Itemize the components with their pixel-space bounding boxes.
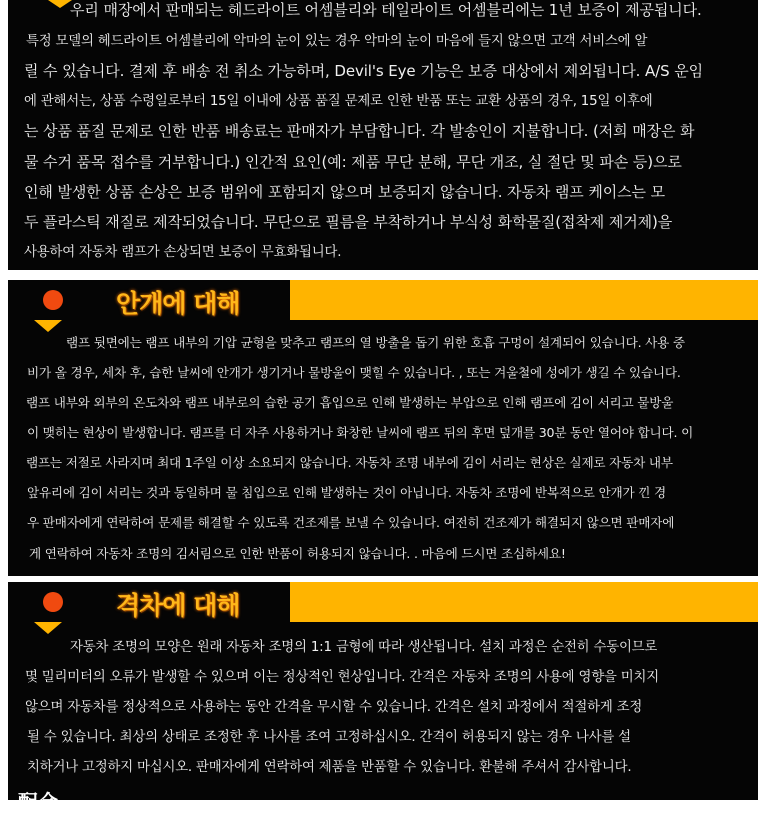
warranty-panel [8,0,758,270]
fog-line: 램프 내부와 외부의 온도차와 램프 내부로의 습한 공기 흡입으로 인해 발생하는 부압으로 인해 램프에 김이 서리고 물방울 [26,395,674,410]
fog-panel [8,320,758,576]
fog-line: 앞유리에 김이 서리는 것과 동일하며 물 침입으로 인해 발생하는 것이 아닙니다. 자동차 조명에 반복적으로 안개가 낀 경 [27,485,667,500]
fog-banner-notch-mark [34,320,62,332]
warranty-line: 특정 모델의 헤드라이트 어셈블리에 악마의 눈이 있는 경우 악마의 눈이 마음에 들지 않으면 고객 서비스에 알 [26,34,648,49]
gap-section-title: 격차에 대해 [116,591,240,620]
warranty-line: 우리 매장에서 판매되는 헤드라이트 어셈블리와 테일라이트 어셈블리에는 1년 보증이 제공됩니다. [70,1,702,19]
gap-panel [8,622,758,800]
gap-line: 자동차 조명의 모양은 원래 자동차 조명의 1:1 금형에 따라 생산됩니다. 설치 과정은 순전히 수동이므로 [70,640,658,655]
warranty-line: 릴 수 있습니다. 결제 후 배송 전 취소 가능하며, Devil's Eye 기능은 보증 대상에서 제외됩니다. A/S 운임 [24,62,704,80]
gap-line: 몇 밀리미터의 오류가 발생할 수 있으며 이는 정상적인 현상입니다. 간격은 자동차 조명의 사용에 영향을 미치지 [25,670,659,685]
bullet-dot-icon [43,592,63,612]
warranty-line: 두 플라스틱 재질로 제작되었습니다. 무단으로 필름을 부착하거나 부식성 화학물질(접착제 제거제)을 [24,213,673,231]
gap-line: 치하거나 고정하지 마십시오. 판매자에게 연락하여 제품을 반품할 수 있습니다. 환불해 주셔서 감사합니다. [27,760,632,775]
bullet-dot-icon [43,290,63,310]
warranty-line: 는 상품 품질 문제로 인한 반품 배송료는 판매자가 부담합니다. 각 발송인이 지불합니다. (저희 매장은 화 [24,122,695,140]
fog-line: 램프 뒷면에는 램프 내부의 기압 균형을 맞추고 램프의 열 방출을 돕기 위한 호흡 구멍이 설계되어 있습니다. 사용 중 [66,335,685,350]
gap-line: 될 수 있습니다. 최상의 상태로 조정한 후 나사를 조여 고정하십시오. 간격이 허용되지 않는 경우 나사를 설 [27,730,631,745]
fog-line: 우 판매자에게 연락하여 문제를 해결할 수 있도록 건조제를 보낼 수 있습니다. 여전히 건조제가 해결되지 않으면 판매자에 [27,515,675,530]
warranty-line: 인해 발생한 상품 손상은 보증 범위에 포함되지 않으며 보증되지 않습니다. 자동차 램프 케이스는 모 [24,183,665,201]
fog-line: 램프는 저절로 사라지며 최대 1주일 이상 소요되지 않습니다. 자동차 조명 내부에 김이 서리는 현상은 실제로 자동차 내부 [26,455,673,470]
gap-section-banner [8,582,758,622]
fog-section-banner [8,280,758,320]
warranty-line: 에 관해서는, 상품 수령일로부터 15일 이내에 상품 품질 문제로 인한 반품 또는 교환 상품의 경우, 15일 이후에 [24,94,653,109]
next-section-heading: 配合 [18,790,58,814]
warranty-line: 물 수거 품목 접수를 거부합니다.) 인간적 요인(예: 제품 무단 분해, 무단 개조, 실 절단 및 파손 등)으로 [24,153,682,171]
fog-section-title: 안개에 대해 [116,289,240,318]
fog-line: 게 연락하여 자동차 조명의 김서림으로 인한 반품이 허용되지 않습니다. . 마음에 드시면 조심하세요! [29,546,566,561]
top-notch-decoration [48,0,72,8]
fog-line: 비가 올 경우, 세차 후, 습한 날씨에 안개가 생기거나 물방울이 맺힐 수 있습니다. , 또는 겨울철에 성에가 생길 수 있습니다. [27,365,681,380]
warranty-line: 사용하여 자동차 램프가 손상되면 보증이 무효화됩니다. [24,245,342,260]
gap-banner-notch [34,622,62,634]
fog-line: 이 맺히는 현상이 발생합니다. 램프를 더 자주 사용하거나 화창한 날씨에 램프 뒤의 후면 덮개를 30분 동안 열어야 합니다. 이 [27,425,694,440]
gap-line: 않으며 자동차를 정상적으로 사용하는 동안 간격을 무시할 수 있습니다. 간격은 설치 과정에서 적절하게 조정 [25,700,643,715]
